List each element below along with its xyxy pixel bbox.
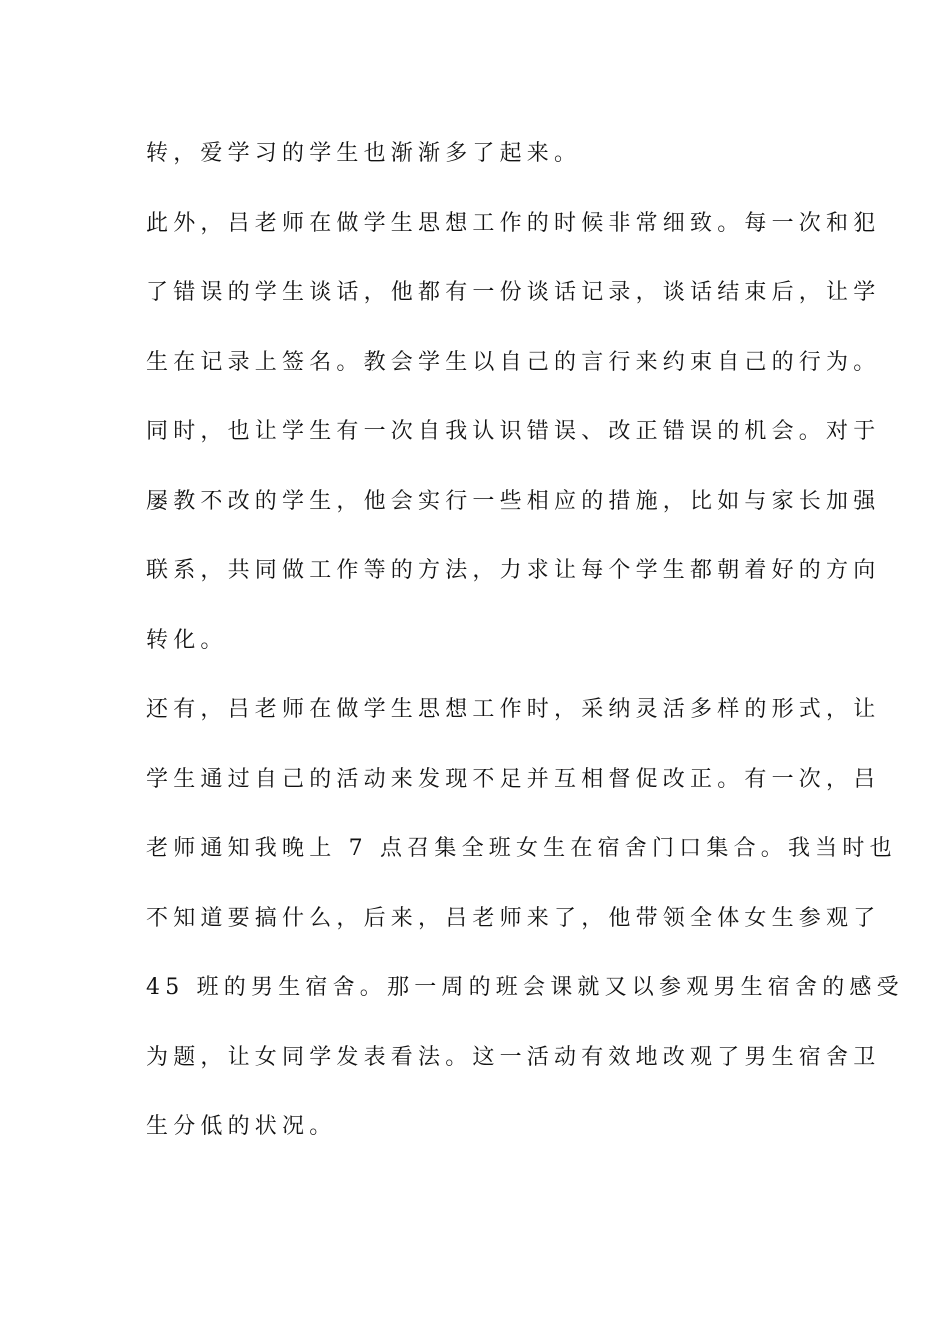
body-text xyxy=(146,129,904,1172)
text-line: 屡教不改的学生，他会实行一些相应的措施，比如与家长加强 xyxy=(146,488,881,514)
text-line: 学生通过自己的活动来发现不足并互相督促改正。有一次，吕 xyxy=(146,766,881,792)
text-line: 45 班的男生宿舍。那一周的班会课就又以参观男生宿舍的感受 xyxy=(146,975,904,1000)
text-line: 联系，共同做工作等的方法，力求让每个学生都朝着好的方向 xyxy=(146,558,881,583)
text-line: 此外，吕老师在做学生思想工作的时候非常细致。每一次和犯 xyxy=(146,210,881,236)
text-line: 还有，吕老师在做学生思想工作时，采纳灵活多样的形式，让 xyxy=(146,697,881,722)
text-line: 生在记录上签名。教会学生以自己的言行来约束自己的行为。 xyxy=(146,349,881,375)
text-line: 同时，也让学生有一次自我认识错误、改正错误的机会。对于 xyxy=(146,419,881,444)
text-line: 不知道要搞什么，后来，吕老师来了，他带领全体女生参观了 xyxy=(146,905,881,931)
text-line: 老师通知我晚上 7 点召集全班女生在宿舍门口集合。我当时也 xyxy=(146,836,897,861)
text-line: 为题，让女同学发表看法。这一活动有效地改观了男生宿舍卫 xyxy=(146,1044,881,1070)
text-line: 生分低的状况。 xyxy=(146,1114,337,1139)
text-line: 了错误的学生谈话，他都有一份谈话记录，谈话结束后，让学 xyxy=(146,280,881,305)
text-line: 转，爱学习的学生也渐渐多了起来。 xyxy=(146,141,582,166)
text-line: 转化。 xyxy=(146,627,228,653)
